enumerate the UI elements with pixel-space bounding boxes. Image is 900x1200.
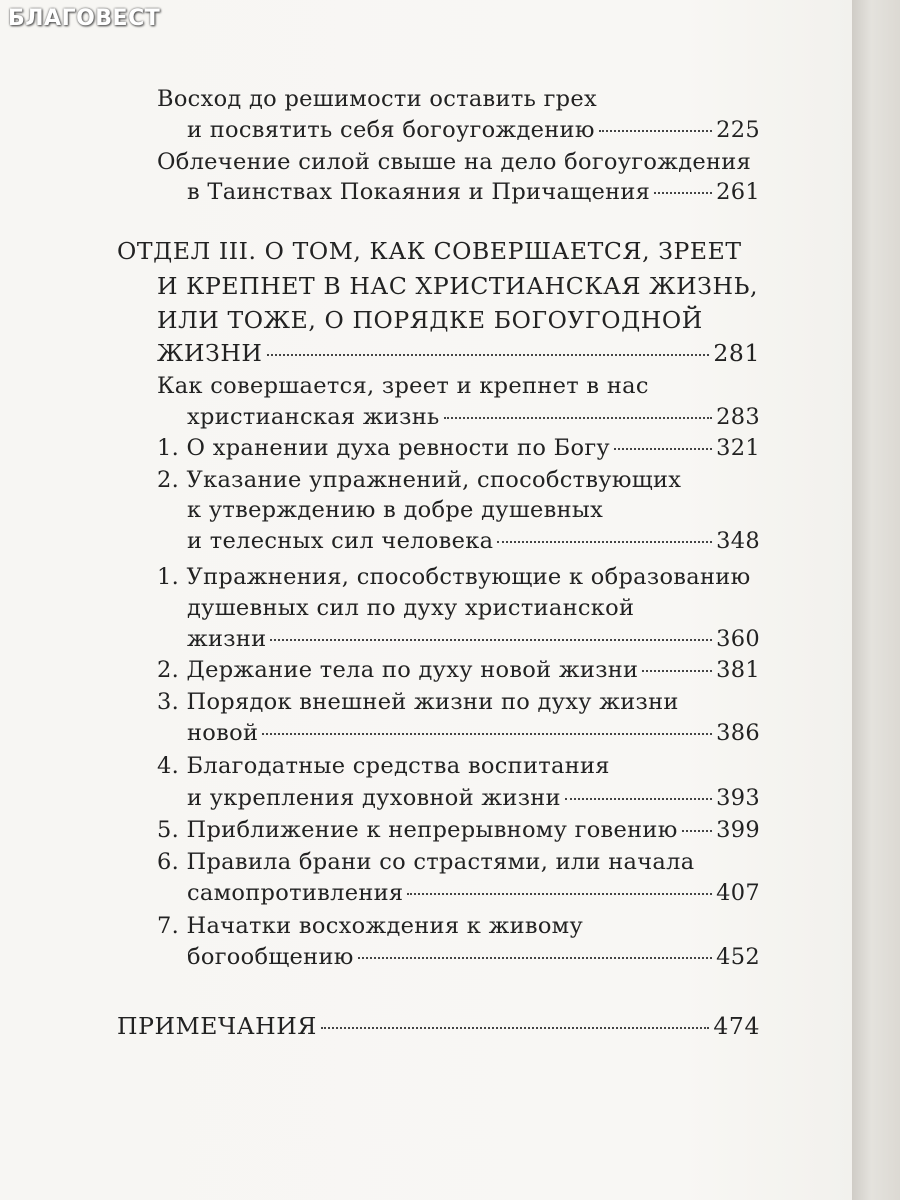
page-number: 452: [716, 944, 760, 970]
dot-leader: [614, 448, 712, 450]
toc-line: [157, 86, 597, 112]
toc-line: [187, 720, 760, 746]
toc-line-text: жизни: [187, 626, 267, 652]
toc-line: [157, 564, 750, 590]
page-number: 348: [716, 528, 760, 554]
toc-line-text: 1. Упражнения, способствующие к образованию: [157, 564, 751, 590]
toc-line: [187, 595, 634, 621]
toc-line: [157, 817, 760, 843]
page-number: 381: [716, 657, 760, 683]
toc-line-text: самопротивления: [187, 880, 404, 906]
toc-line-text: 5. Приближение к непрерывному говению: [157, 817, 678, 843]
toc-line: [187, 785, 760, 811]
toc-line: [187, 117, 760, 143]
toc-section-line: [117, 1012, 760, 1040]
toc-line-text: 6. Правила брани со страстями, или начала: [157, 849, 695, 875]
toc-line: [187, 626, 760, 652]
toc-line-text: душевных сил по духу христианской: [187, 595, 635, 621]
toc-line: [157, 913, 583, 939]
dot-leader: [267, 354, 710, 356]
toc-line: [187, 497, 603, 523]
page-number: 360: [716, 626, 760, 652]
toc-line-text: ОТДЕЛ III. О ТОМ, КАК СОВЕРШАЕТСЯ, ЗРЕЕТ: [117, 237, 742, 265]
page-number: 261: [716, 179, 760, 205]
toc-section-line: [157, 272, 758, 300]
dot-leader: [270, 639, 712, 641]
toc-line: [157, 849, 694, 875]
dot-leader: [407, 893, 712, 895]
toc-line-text: 7. Начатки восхождения к живому: [157, 913, 584, 939]
page-number: 283: [716, 404, 760, 430]
page-number: 321: [716, 435, 760, 461]
dot-leader: [497, 541, 712, 543]
toc-line-text: и телесных сил человека: [187, 528, 494, 554]
dot-leader: [654, 192, 712, 194]
page-number: 474: [713, 1012, 760, 1040]
dot-leader: [565, 798, 712, 800]
toc-line-text: ПРИМЕЧАНИЯ: [117, 1012, 317, 1040]
toc-line: [187, 179, 760, 205]
toc-section-line: [117, 237, 742, 265]
toc-line-text: Облечение силой свыше на дело богоугождения: [157, 149, 752, 175]
toc-line-text: 2. Держание тела по духу новой жизни: [157, 657, 639, 683]
toc-line-text: Как совершается, зреет и крепнет в нас: [157, 373, 649, 399]
page-number: 407: [716, 880, 760, 906]
toc-line: [157, 689, 679, 715]
toc-line: [157, 435, 760, 461]
toc-line-text: ЖИЗНИ: [157, 339, 263, 367]
toc-line-text: новой: [187, 720, 259, 746]
toc-line-text: богообщению: [187, 944, 354, 970]
watermark-logo: БЛАГОВЕСТ: [8, 6, 161, 31]
toc-line: [157, 753, 610, 779]
toc-line-text: ИЛИ ТОЖЕ, О ПОРЯДКЕ БОГОУГОДНОЙ: [157, 306, 703, 334]
page-number: 281: [713, 339, 760, 367]
toc-line-text: к утверждению в добре душевных: [187, 497, 604, 523]
dot-leader: [682, 830, 713, 832]
page-edge: [852, 0, 900, 1200]
page-number: 225: [716, 117, 760, 143]
toc-line-text: 1. О хранении духа ревности по Богу: [157, 435, 610, 461]
toc-section-line: [157, 306, 703, 334]
toc-line: [187, 944, 760, 970]
toc-line: [157, 373, 649, 399]
dot-leader: [642, 670, 712, 672]
toc-line-text: 2. Указание упражнений, способствующих: [157, 467, 682, 493]
toc-line: [157, 467, 681, 493]
toc-line: [157, 149, 751, 175]
toc-line-text: Восход до решимости оставить грех: [157, 86, 597, 112]
dot-leader: [262, 733, 712, 735]
dot-leader: [321, 1027, 709, 1029]
toc-line: [187, 404, 760, 430]
page-number: 399: [716, 817, 760, 843]
toc-line: [187, 528, 760, 554]
toc-line-text: 4. Благодатные средства воспитания: [157, 753, 610, 779]
page-number: 393: [716, 785, 760, 811]
toc-line-text: И КРЕПНЕТ В НАС ХРИСТИАНСКАЯ ЖИЗНЬ,: [157, 272, 759, 300]
toc-line: [187, 880, 760, 906]
toc-line-text: и укрепления духовной жизни: [187, 785, 561, 811]
toc-line-text: в Таинствах Покаяния и Причащения: [187, 179, 651, 205]
toc-line-text: 3. Порядок внешней жизни по духу жизни: [157, 689, 679, 715]
toc-line-text: и посвятить себя богоугождению: [187, 117, 595, 143]
page-number: 386: [716, 720, 760, 746]
dot-leader: [358, 957, 713, 959]
dot-leader: [444, 417, 713, 419]
toc-line: [157, 657, 760, 683]
toc-line-text: христианская жизнь: [187, 404, 440, 430]
dot-leader: [599, 130, 712, 132]
toc-section-line: [157, 339, 760, 367]
